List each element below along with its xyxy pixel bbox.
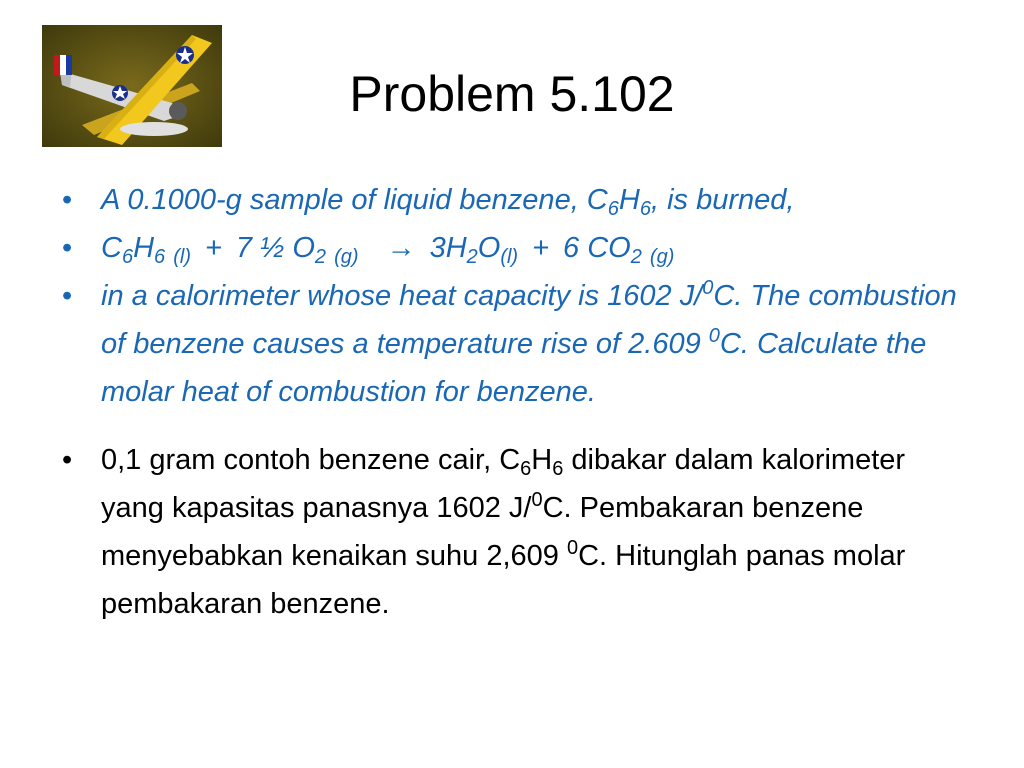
bullet-reaction-equation bbox=[62, 224, 962, 272]
superscript: 0 bbox=[566, 537, 579, 559]
bullet-marker: • bbox=[62, 184, 73, 216]
text: 0,1 gram contoh benzene cair, C bbox=[101, 444, 521, 476]
text: C. Pembakaran benzene menyebabkan kenaikan suhu 2,609 bbox=[101, 492, 864, 572]
superscript: 0 bbox=[531, 489, 543, 511]
water-formula: $3H_2O_{(l)}$ bbox=[429, 232, 519, 268]
text: H bbox=[618, 184, 640, 216]
text: in a calorimeter whose heat capacity is 1602 J/ bbox=[101, 280, 703, 312]
plus-sign: + bbox=[532, 232, 550, 264]
bullet-marker: • bbox=[62, 444, 73, 476]
bullet-marker: • bbox=[62, 232, 73, 264]
superscript: 0 bbox=[702, 277, 714, 299]
text: C. Hitunglah panas molar pembakaran benzene. bbox=[101, 540, 906, 620]
subscript: 6 bbox=[607, 198, 619, 220]
text: C. Calculate the molar heat of combustion for benzene. bbox=[101, 328, 927, 408]
text: C. The combustion of benzene causes a temperature rise of 2.609 bbox=[101, 280, 957, 360]
benzene-formula: $C_6H_6$ $_{(l)}$ bbox=[101, 232, 191, 268]
slide-title: Problem 5.102 bbox=[349, 66, 675, 122]
text: A 0.1000-g sample of liquid benzene, C bbox=[101, 184, 608, 216]
text: , is burned, bbox=[650, 184, 795, 216]
bullet-marker: • bbox=[62, 280, 73, 312]
bullet-indonesian-translation bbox=[62, 436, 962, 628]
reaction-arrow-icon: → bbox=[386, 232, 416, 264]
oxygen-formula: 7 ½ $O_2$ $_{(g)}$ bbox=[235, 232, 359, 268]
bullet-calorimeter-question bbox=[62, 272, 962, 416]
text: dibakar dalam kalorimeter yang kapasitas panasnya 1602 J/ bbox=[101, 444, 906, 524]
subscript: 6 bbox=[639, 198, 651, 220]
bullet-list bbox=[62, 176, 962, 628]
superscript: 0 bbox=[708, 325, 720, 347]
subscript: 6 bbox=[552, 458, 564, 480]
bullet-sample-description bbox=[62, 176, 962, 224]
subscript: 6 bbox=[520, 458, 532, 480]
text: H bbox=[531, 444, 553, 476]
carbon-dioxide-formula: 6 $CO_2$ $_{(g)}$ bbox=[563, 232, 675, 268]
plus-sign: + bbox=[204, 232, 222, 264]
